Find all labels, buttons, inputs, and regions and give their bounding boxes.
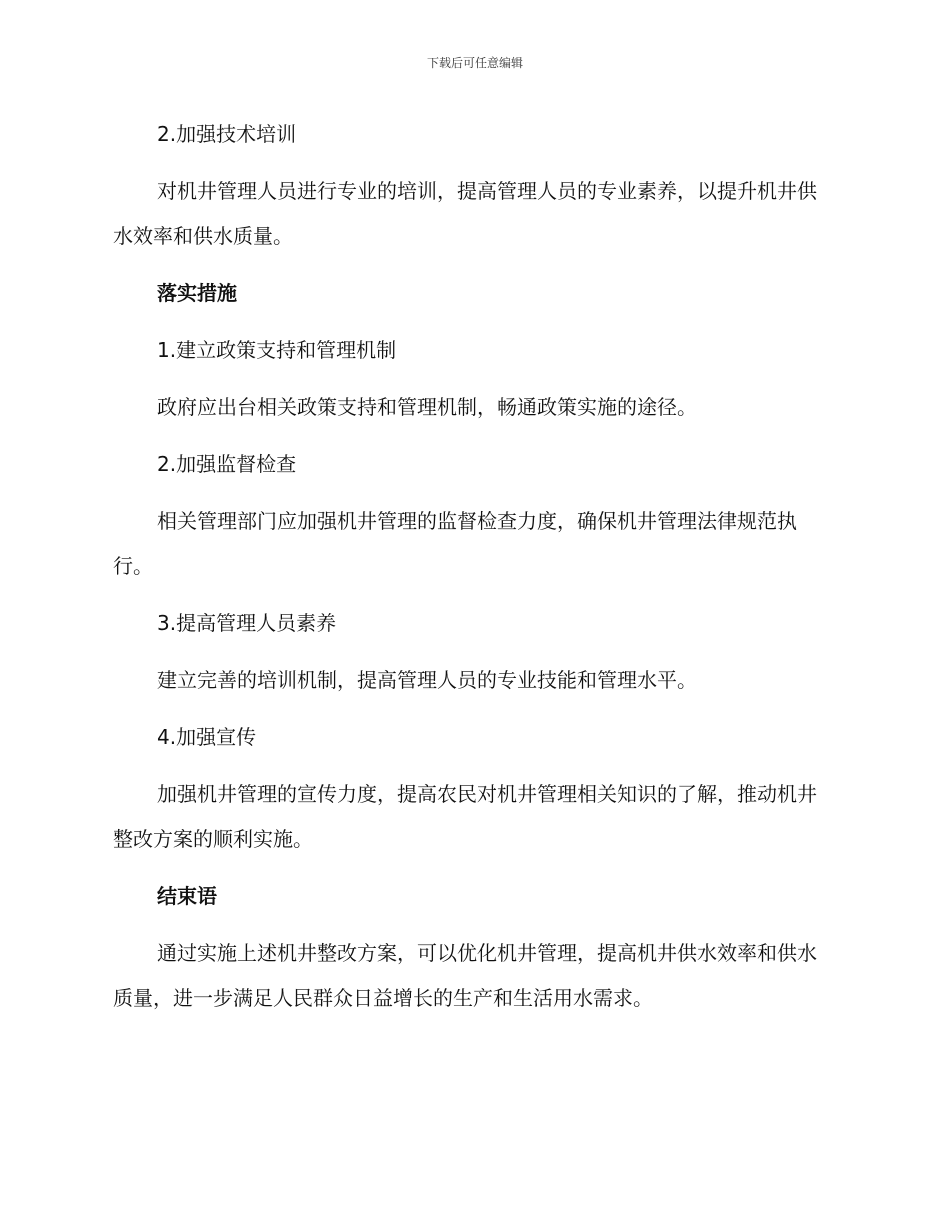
document-body [113, 112, 833, 1021]
paragraph-tech-training: 对机井管理人员进行专业的培训，提高管理人员的专业素养，以提升机井供水效率和供水质量。 [113, 179, 817, 248]
subheading-tech-training: 2.加强技术培训 [157, 122, 297, 146]
subheading-policy: 1.建立政策支持和管理机制 [157, 338, 397, 362]
section-heading-measures: 落实措施 [157, 281, 237, 305]
paragraph-conclusion: 通过实施上述机井整改方案，可以优化机井管理，提高机井供水效率和供水质量，进一步满足人民群众日益增长的生产和生活用水需求。 [113, 941, 817, 1010]
subheading-publicity: 4.加强宣传 [157, 725, 257, 749]
subheading-supervision: 2.加强监督检查 [157, 452, 297, 476]
paragraph-policy: 政府应出台相关政策支持和管理机制，畅通政策实施的途径。 [157, 395, 697, 419]
paragraph-supervision: 相关管理部门应加强机井管理的监督检查力度，确保机井管理法律规范执行。 [113, 509, 797, 578]
page-header: 下载后可任意编辑 [426, 56, 523, 70]
paragraph-publicity: 加强机井管理的宣传力度，提高农民对机井管理相关知识的了解，推动机井整改方案的顺利实施。 [113, 782, 817, 851]
subheading-staff-quality: 3.提高管理人员素养 [157, 611, 337, 635]
paragraph-staff-quality: 建立完善的培训机制，提高管理人员的专业技能和管理水平。 [157, 668, 697, 692]
section-heading-conclusion: 结束语 [157, 884, 217, 908]
